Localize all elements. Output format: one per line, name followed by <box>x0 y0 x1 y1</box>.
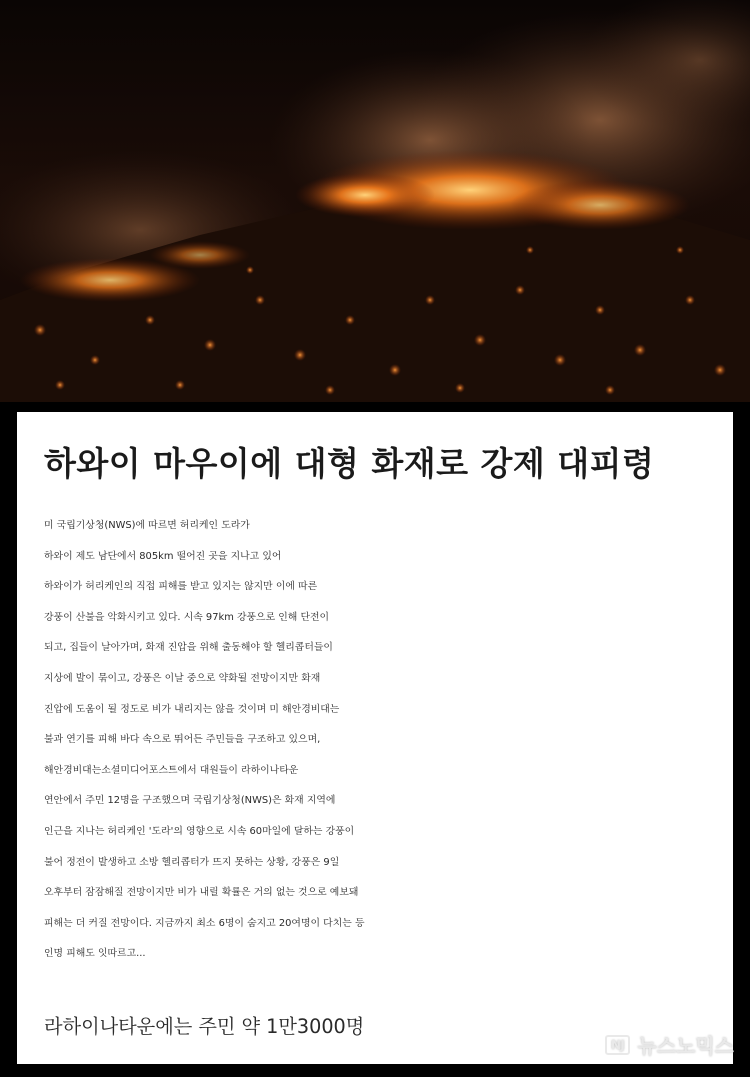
body-line: 피해는 더 커질 전망이다. 지금까지 최소 6명이 숨지고 20여명이 다치는 등 <box>44 917 365 929</box>
body-line: 하와이가 허리케인의 직접 피해를 받고 있지는 않지만 이에 따른 <box>44 581 318 593</box>
body-line: 진압에 도움이 될 정도로 비가 내리지는 않을 것이며 미 해안경비대는 <box>44 703 340 715</box>
body-line: 지상에 발이 묶이고, 강풍은 이날 중으로 약화될 전망이지만 화재 <box>44 672 321 684</box>
watermark-brand: 뉴스노믹스 <box>637 1034 734 1058</box>
watermark-logo-icon: NJ <box>605 1035 631 1055</box>
body-line: 하와이 제도 남단에서 805km 떨어진 곳을 지나고 있어 <box>44 550 282 562</box>
news-watermark <box>605 1030 734 1059</box>
body-line: 인근을 지나는 허리케인 '도라'의 영향으로 시속 60마일에 달하는 강풍이 <box>44 825 355 837</box>
article-closing-line: 라하이나타운에는 주민 약 1만3000명 <box>44 1015 365 1038</box>
body-line: 인명 피해도 잇따르고... <box>44 948 146 960</box>
body-line: 불어 정전이 발생하고 소방 헬리콥터가 뜨지 못하는 상황, 강풍은 9일 <box>44 856 340 868</box>
body-line: 강풍이 산불을 악화시키고 있다. 시속 97km 강풍으로 인해 단전이 <box>44 611 330 623</box>
article-card <box>17 412 733 1064</box>
body-line: 미 국립기상청(NWS)에 따르면 허리케인 도라가 <box>44 520 250 531</box>
body-line: 오후부터 잠잠해질 전망이지만 비가 내릴 확률은 거의 없는 것으로 예보돼 <box>44 887 359 899</box>
body-line: 연안에서 주민 12명을 구조했으며 국립기상청(NWS)은 화재 지역에 <box>44 795 336 807</box>
article-headline: 하와이 마우이에 대형 화재로 강제 대피령 <box>44 444 655 483</box>
wildfire-photo <box>0 0 750 402</box>
body-line: 되고, 집들이 날아가며, 화재 진압을 위해 출동해야 할 헬리콥터들이 <box>44 642 333 654</box>
article-body <box>44 511 725 970</box>
body-line: 불과 연기를 피해 바다 속으로 뛰어든 주민들을 구조하고 있으며, <box>44 734 321 746</box>
body-line: 해안경비대는소셜미디어포스트에서 대원들이 라하이나타운 <box>44 764 299 776</box>
